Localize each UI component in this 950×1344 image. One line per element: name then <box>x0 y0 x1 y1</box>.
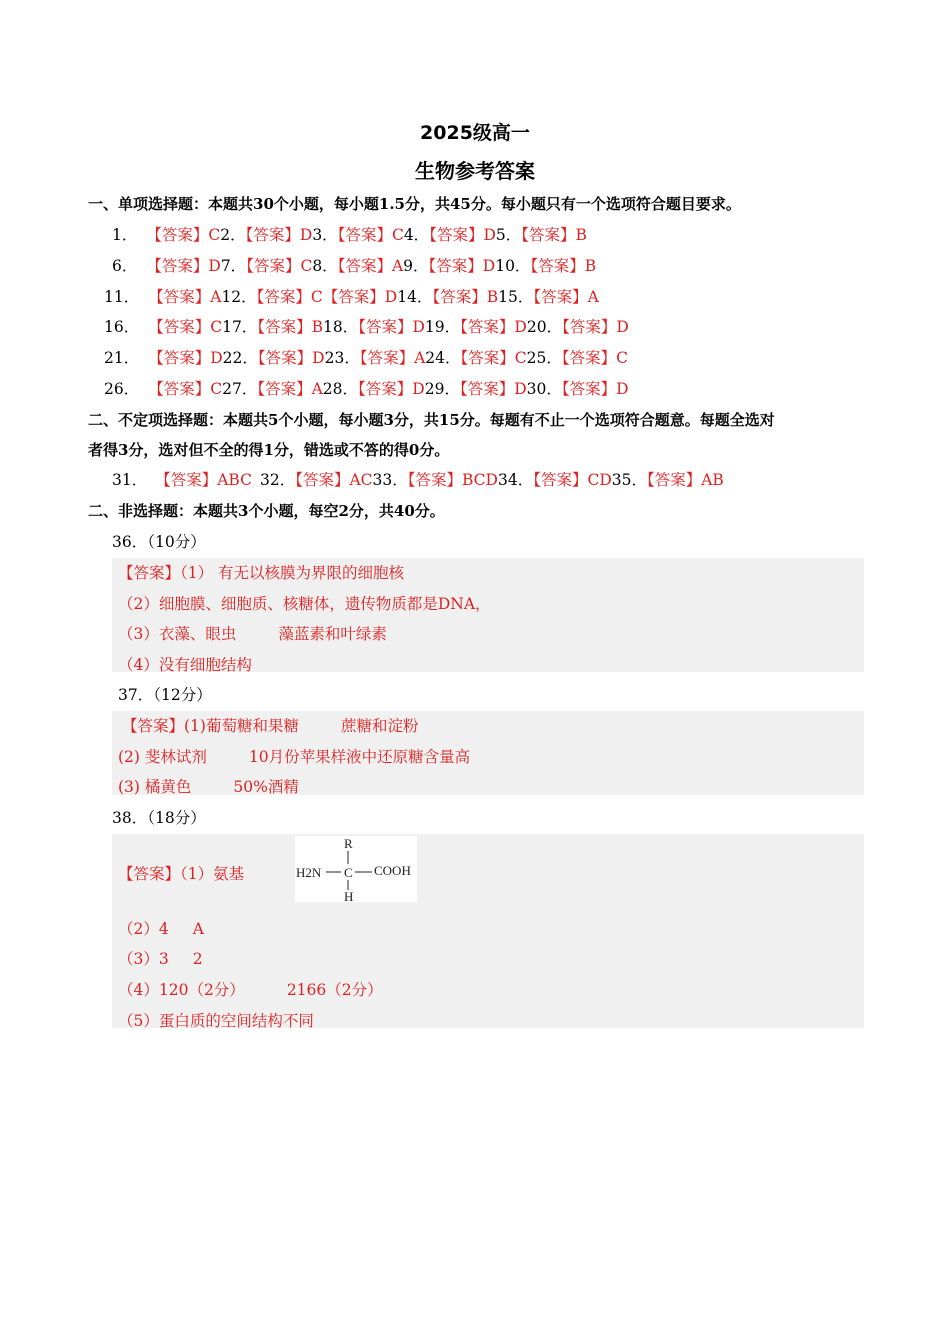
section2-heading-line2: 者得3分，选对但不全的得1分，错选或不答的得0分。 <box>88 441 450 459</box>
q38-line2-b: A <box>192 920 204 938</box>
question-number: 17． <box>222 318 258 336</box>
answer-text: 【答案】C <box>256 288 323 306</box>
q37-line2-b: 10月份苹果样液中还原糖含量高 <box>248 748 471 766</box>
q33-answer: 【答案】BCD <box>407 471 498 489</box>
answer-text: 【答案】D <box>561 380 629 398</box>
formula-r: R <box>344 836 353 851</box>
formula-h: H <box>344 889 354 902</box>
question-number: 21． <box>104 349 140 367</box>
question-number: 10． <box>495 257 531 275</box>
answer-text: 【答案】C <box>148 380 223 398</box>
answer-text: 【答案】D <box>257 349 325 367</box>
question-number: 22． <box>222 349 258 367</box>
q32-number: 32． <box>259 471 296 489</box>
answer-text: 【答案】D <box>322 288 398 306</box>
q38-line3 <box>118 947 203 969</box>
q37-line1 <box>122 714 418 736</box>
formula-h2n: H2N <box>296 865 322 880</box>
question-number: 3． <box>312 226 338 244</box>
formula-c: C <box>344 865 353 880</box>
q38-line2-a: （2）4 <box>118 920 169 938</box>
q37-line2-a: (2) 斐林试剂 <box>118 748 207 766</box>
section1-row <box>104 377 629 399</box>
question-number: 15． <box>498 288 534 306</box>
q36-line4: （4）没有细胞结构 <box>118 656 252 674</box>
q37-line1-a: 【答案】(1)葡萄糖和果糖 <box>122 717 299 735</box>
q38-line1: 【答案】（1）氨基 <box>118 865 245 883</box>
section3-heading: 二、非选择题：本题共3个小题，每空2分，共40分。 <box>88 502 445 520</box>
question-number: 20． <box>526 318 563 336</box>
question-number: 26． <box>104 380 140 398</box>
section1-row <box>112 223 587 245</box>
question-number: 25． <box>526 349 562 367</box>
page-title: 生物参考答案 <box>415 159 535 183</box>
q31-answer: 【答案】ABC <box>155 471 252 489</box>
answer-text: 【答案】D <box>562 318 629 336</box>
question-number: 24． <box>425 349 461 367</box>
q32-answer: 【答案】AC <box>295 471 373 489</box>
question-number: 8． <box>312 257 338 275</box>
q37-label: 37．（12分） <box>118 686 212 704</box>
answer-text: 【答案】B <box>521 226 587 244</box>
q38-line4-a: （4）120（2分） <box>118 981 245 999</box>
question-number: 16． <box>104 318 140 336</box>
question-number: 18． <box>323 318 359 336</box>
q38-line2 <box>118 917 204 939</box>
question-number: 4． <box>403 226 430 244</box>
answer-text: 【答案】C <box>337 226 404 244</box>
amino-acid-structure-diagram <box>295 836 417 902</box>
question-number: 14． <box>397 288 433 306</box>
q34-number: 34． <box>497 471 534 489</box>
q35-number: 35． <box>611 471 647 489</box>
q36-line2: （2）细胞膜、细胞质、核糖体，遗传物质都是DNA， <box>118 595 491 613</box>
answer-text: 【答案】D <box>460 318 527 336</box>
answer-text: 【答案】C <box>146 226 221 244</box>
q38-line4-b: 2166（2分） <box>286 981 383 999</box>
answer-text: 【答案】C <box>246 257 313 275</box>
section1-heading: 一、单项选择题：本题共30个小题，每小题1.5分，共45分。每小题只有一个选项符合题目要求。 <box>88 195 741 213</box>
question-number: 28． <box>322 380 359 398</box>
q37-line3 <box>118 775 299 797</box>
section2-answers <box>112 468 724 490</box>
answer-text: 【答案】D <box>459 380 527 398</box>
q31-number: 31． <box>112 471 148 489</box>
answer-text: 【答案】A <box>359 349 426 367</box>
q38-line4 <box>118 978 383 1000</box>
answer-text: 【答案】B <box>257 318 323 336</box>
question-number: 2． <box>220 226 246 244</box>
q36-label: 36．（10分） <box>112 533 206 551</box>
section2-heading-line1: 二、不定项选择题：本题共5个小题，每小题3分，共15分。每题有不止一个选项符合题意。每题全选对 <box>88 411 775 429</box>
q37-line2 <box>118 745 470 767</box>
q37-line1-b: 蔗糖和淀粉 <box>340 717 419 735</box>
section1-row <box>112 254 596 276</box>
answer-text: 【答案】C <box>148 318 223 336</box>
answer-text: 【答案】D <box>428 257 496 275</box>
answer-text: 【答案】B <box>432 288 499 306</box>
answer-text: 【答案】D <box>358 380 425 398</box>
answer-text: 【答案】D <box>146 257 221 275</box>
answer-text: 【答案】C <box>460 349 527 367</box>
q36-line3-a: （3）衣藻、眼虫 <box>118 625 237 643</box>
answer-text: 【答案】D <box>148 349 223 367</box>
q36-line1: 【答案】（1） 有无以核膜为界限的细胞核 <box>118 564 405 582</box>
section1-row <box>104 285 599 307</box>
question-number: 19． <box>424 318 461 336</box>
q38-line5: （5）蛋白质的空间结构不同 <box>118 1012 314 1030</box>
answer-text: 【答案】D <box>245 226 313 244</box>
q38-line3-b: 2 <box>192 950 203 968</box>
section1-row <box>104 315 629 337</box>
answer-text: 【答案】A <box>533 288 599 306</box>
question-number: 7． <box>220 257 247 275</box>
q37-line3-a: (3) 橘黄色 <box>118 778 192 796</box>
question-number: 11． <box>104 288 140 306</box>
answer-text: 【答案】D <box>429 226 496 244</box>
question-number: 23． <box>324 349 360 367</box>
question-number: 9． <box>403 257 429 275</box>
question-number: 27． <box>222 380 258 398</box>
q37-line3-b: 50%酒精 <box>233 778 299 796</box>
question-number: 6． <box>112 257 138 275</box>
q38-line3-a: （3）3 <box>118 950 169 968</box>
answer-text: 【答案】C <box>561 349 628 367</box>
question-number: 5． <box>495 226 522 244</box>
answer-text: 【答案】A <box>337 257 404 275</box>
question-number: 1． <box>112 226 138 244</box>
grade-title: 2025级高一 <box>420 122 530 144</box>
q36-line3-b: 藻蓝素和叶绿素 <box>278 625 387 643</box>
section1-row <box>104 346 628 368</box>
question-number: 12． <box>221 288 257 306</box>
q35-answer: 【答案】AB <box>646 471 724 489</box>
formula-cooh: COOH <box>374 863 411 878</box>
question-number: 29． <box>424 380 460 398</box>
answer-text: 【答案】B <box>530 257 597 275</box>
question-number: 30． <box>526 380 562 398</box>
answer-text: 【答案】D <box>358 318 425 336</box>
q36-line3 <box>118 622 387 644</box>
answer-text: 【答案】A <box>148 288 222 306</box>
answer-text: 【答案】A <box>257 380 323 398</box>
q33-number: 33． <box>372 471 408 489</box>
q38-label: 38．（18分） <box>112 809 206 827</box>
q34-answer: 【答案】CD <box>533 471 612 489</box>
